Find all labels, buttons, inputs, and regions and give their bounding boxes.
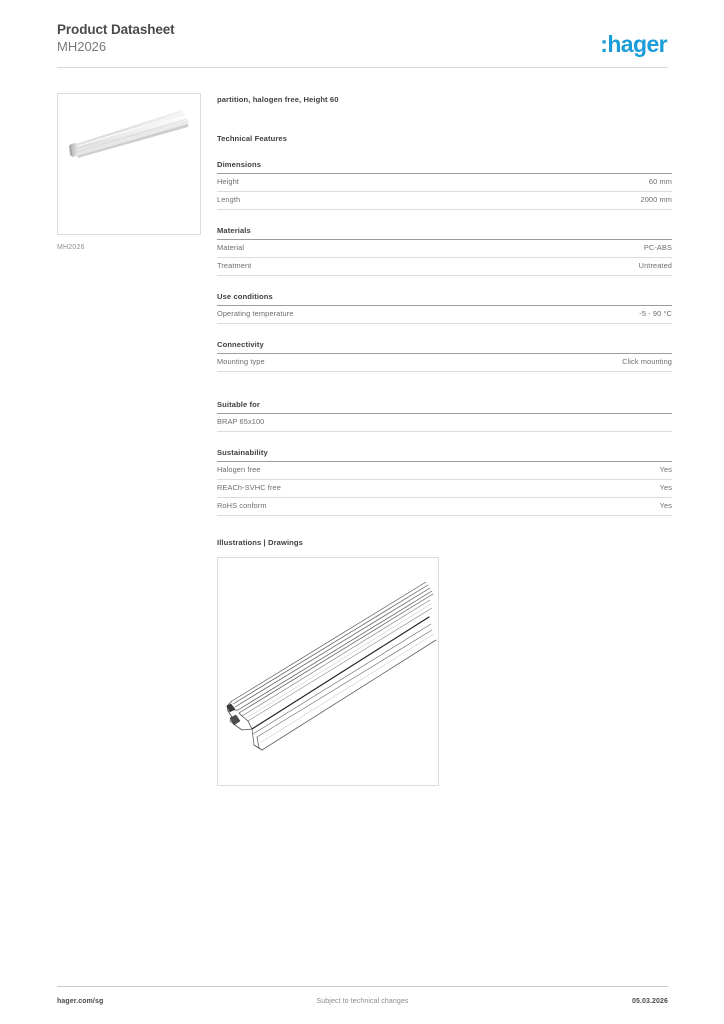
technical-drawing [217, 557, 439, 786]
spec-value: Click mounting [622, 357, 672, 366]
spacer [217, 324, 672, 340]
product-image-caption: MH2026 [57, 244, 85, 251]
page-header [57, 22, 667, 68]
spec-row [217, 192, 672, 210]
spec-group-connectivity [217, 340, 672, 372]
footer-website[interactable]: hager.com/sg [57, 998, 104, 1005]
footer-date: 05.03.2026 [631, 998, 668, 1005]
spec-label: Treatment [217, 261, 252, 270]
spec-row [217, 414, 672, 432]
spec-value: Yes [659, 465, 672, 474]
spacer [217, 210, 672, 226]
spec-label: Material [217, 243, 245, 252]
technical-features-heading: Technical Features [217, 134, 288, 143]
spec-group-title: Connectivity [217, 340, 672, 354]
hager-logo: :hager [600, 31, 667, 57]
product-image [57, 93, 201, 235]
spec-value: Yes [659, 483, 672, 492]
product-reference: MH2026 [57, 39, 107, 54]
spec-row [217, 354, 672, 372]
spec-group-dimensions [217, 160, 672, 210]
spec-group-sustainability [217, 448, 672, 516]
spec-value: Untreated [638, 261, 672, 270]
spec-value: Yes [659, 501, 672, 510]
spec-row [217, 240, 672, 258]
spec-label: REACh-SVHC free [217, 483, 281, 492]
spacer [217, 276, 672, 292]
spec-row [217, 306, 672, 324]
spec-row [217, 480, 672, 498]
spec-value: PC-ABS [643, 243, 672, 252]
footer-divider [57, 986, 668, 987]
spacer [217, 432, 672, 448]
spec-value: 60 mm [648, 177, 672, 186]
spec-group-use-conditions [217, 292, 672, 324]
main-content [217, 95, 672, 786]
page-footer [57, 998, 668, 1010]
spec-value: -5 - 90 °C [639, 309, 672, 318]
spacer [217, 372, 672, 400]
spec-label: Operating temperature [217, 309, 294, 318]
spec-label: Halogen free [217, 465, 261, 474]
spec-label: Height [217, 177, 239, 186]
spec-label: Mounting type [217, 357, 265, 366]
spec-row [217, 462, 672, 480]
page-title: Product Datasheet [57, 22, 175, 37]
technical-drawing-svg [218, 558, 438, 785]
spec-value: 2000 mm [640, 195, 672, 204]
footer-notice: Subject to technical changes [316, 998, 409, 1005]
spec-group-title: Sustainability [217, 448, 672, 462]
product-photo-svg [58, 94, 200, 234]
spec-group-suitable-for [217, 400, 672, 432]
spec-row [217, 498, 672, 516]
spec-label: Length [217, 195, 241, 204]
spec-group-title: Use conditions [217, 292, 672, 306]
spec-row [217, 258, 672, 276]
spec-group-title: Suitable for [217, 400, 672, 414]
spec-label: RoHS conform [217, 501, 267, 510]
spec-group-title: Dimensions [217, 160, 672, 174]
header-divider [57, 67, 668, 68]
spec-row [217, 174, 672, 192]
spec-label: BRAP 65x100 [217, 417, 265, 426]
illustrations-heading: Illustrations | Drawings [217, 538, 303, 547]
spec-group-materials [217, 226, 672, 276]
spec-group-title: Materials [217, 226, 672, 240]
product-description: partition, halogen free, Height 60 [217, 95, 339, 104]
